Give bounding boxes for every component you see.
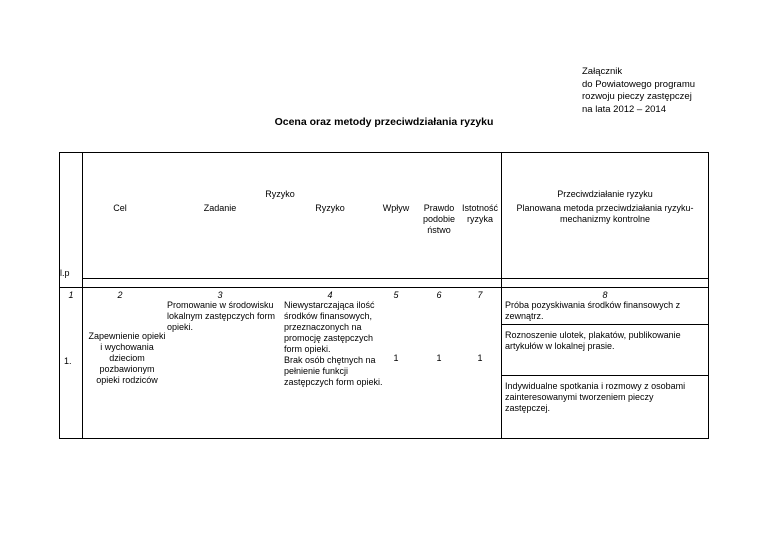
column-number: 8 [602, 290, 608, 300]
document-title: Ocena oraz metody przeciwdziałania ryzyku [274, 116, 494, 128]
row-cel: Zapewnienie opieki i wychowania dzieciom pozbawionym opieki rodziców [88, 331, 166, 385]
risk-table [59, 152, 709, 439]
annex-note [582, 66, 695, 116]
column-number: 6 [436, 290, 442, 300]
annex-line: do Powiatowego programu [582, 78, 696, 90]
group-header-przeciwdzialanie: Przeciwdziałanie ryzyku [557, 189, 653, 199]
column-divider [82, 153, 83, 438]
row-wplyw: 1 [393, 353, 399, 363]
annex-line: Załącznik [582, 66, 623, 77]
header-metoda: Planowana metoda przeciwdziałania ryzyku- mechanizmy kontrolne [516, 203, 694, 224]
header-lp: l.p [60, 268, 70, 278]
annex-line: rozwoju pieczy zastępczej [582, 91, 692, 102]
header-istotnosc: Istotność ryzyka [461, 203, 499, 224]
header-zadanie: Zadanie [203, 203, 237, 213]
annex-line: na lata 2012 – 2014 [582, 103, 666, 115]
column-number: 5 [393, 290, 399, 300]
row-istotnosc: 1 [477, 353, 483, 363]
row-metoda: Roznoszenie ulotek, plakatów, publikowanie artykułów w lokalnej prasie. [505, 330, 681, 351]
column-number: 7 [477, 290, 483, 300]
row-divider [60, 287, 709, 288]
column-number: 3 [217, 290, 223, 300]
group-header-ryzyko: Ryzyko [265, 189, 295, 199]
row-ryzyko: Niewystarczająca ilość środków finansowych, przeznaczonych na promocję zastępczych form opieki. Brak osób chętnych na pełnienie funkcji zastępczych form opieki. [284, 300, 383, 387]
row-prawdopodobienstwo: 1 [436, 353, 442, 363]
row-metoda: Próba pozyskiwania środków finansowych z zewnątrz. [505, 300, 681, 321]
row-metoda: Indywidualne spotkania i rozmowy z osobami zainteresowanymi tworzeniem pieczy zastępczej. [505, 381, 686, 413]
method-divider [501, 324, 709, 325]
column-number: 1 [68, 290, 74, 300]
row-lp: 1. [64, 356, 72, 366]
row-divider [82, 278, 709, 279]
column-number: 2 [117, 290, 123, 300]
header-ryzyko: Ryzyko [315, 203, 345, 213]
header-cel: Cel [113, 203, 127, 213]
row-zadanie: Promowanie w środowisku lokalnym zastępczych form opieki. [167, 300, 276, 332]
method-divider [501, 375, 709, 376]
header-prawdopodobienstwo: Prawdo podobie ństwo [422, 203, 456, 235]
column-number: 4 [327, 290, 333, 300]
header-wplyw: Wpływ [382, 203, 410, 213]
